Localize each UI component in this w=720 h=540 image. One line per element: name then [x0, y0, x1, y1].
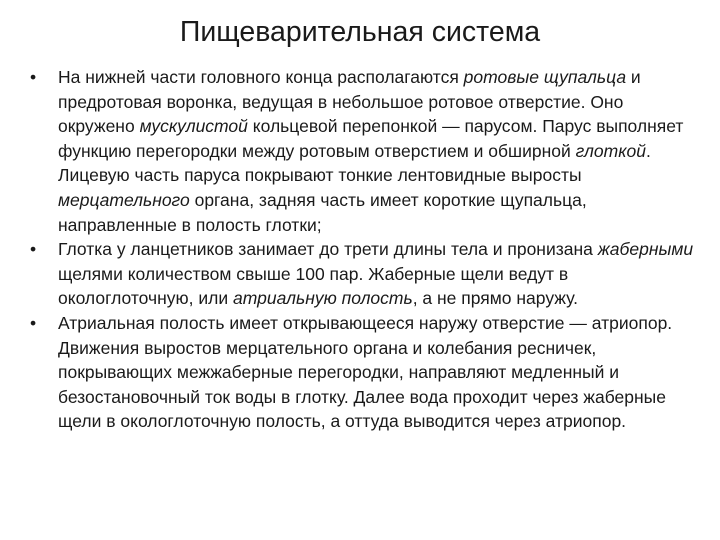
bullet-list: [30, 65, 700, 434]
text-segment: кольцевой перепонкой — парусом. Парус выполняет функцию перегородки между ротовым отверстием и обширной: [58, 116, 684, 161]
text-segment: и предротовая воронка, ведущая в небольшое ротовое отверстие. Оно окружено: [58, 67, 641, 137]
bullet-text: [58, 239, 693, 308]
italic-term: мускулистой: [139, 116, 248, 137]
bullet-item-1: [30, 65, 700, 237]
text-segment: щелями количеством свыше 100 пар. Жаберные щели ведут в окологлоточную, или: [58, 263, 569, 309]
bullet-marker: •: [30, 312, 37, 333]
slide-title: Пищеварительная система: [179, 16, 541, 48]
text-segment: . Лицевую часть паруса покрывают тонкие лентовидные выросты: [58, 140, 651, 186]
italic-term: ротовые щупальца: [463, 67, 627, 87]
italic-term: жаберными: [597, 239, 694, 260]
text-segment: , а не прямо наружу.: [412, 288, 579, 309]
bullet-text: [58, 313, 672, 431]
bullet-item-2: [30, 237, 700, 311]
italic-term: мерцательного: [58, 189, 190, 210]
text-segment: На нижней части головного конца располагаются: [58, 67, 464, 87]
bullet-item-3: [30, 311, 700, 434]
bullet-text: [58, 67, 683, 235]
text-segment: Глотка у ланцетников занимает до трети длины тела и пронизана: [58, 239, 598, 260]
text-segment: органа, задняя часть имеет короткие щупальца, направленные в полость глотки;: [58, 189, 587, 235]
bullet-marker: •: [30, 239, 37, 260]
italic-term: атриальную полость: [233, 288, 413, 309]
italic-term: глоткой: [575, 140, 646, 161]
text-segment: Атриальная полость имеет открывающееся наружу отверстие — атриопор. Движения выростов мерцательного органа и колебания ресничек, покрывающих межжаберные перегородки, направляют медленный и безостановочный ток воды в глотку. Далее вода проходит через жаберные щели в окологлоточную полость, а оттуда выводится через атриопор.: [58, 312, 673, 432]
bullet-marker: •: [30, 67, 37, 87]
